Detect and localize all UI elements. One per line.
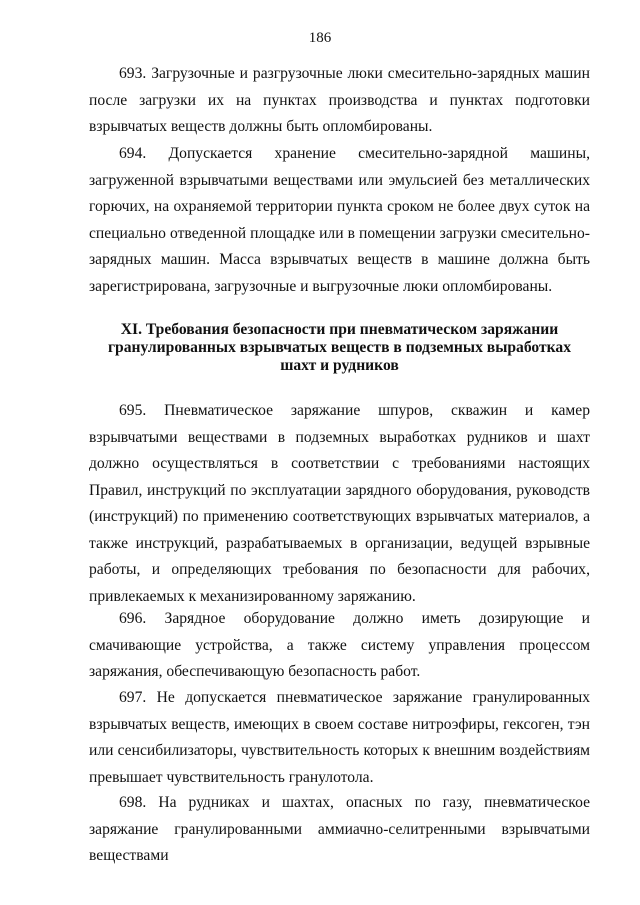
paragraph-695: 695. Пневматическое заряжание шпуров, скважин и камер взрывчатыми веществами в подземных выработках рудников и шахт должно осуществляться в соответствии с требованиями настоящих Правил, инструкций по эксплуатации зарядного оборудования, руководств (инструкций) по применению соответствующих взрывчатых материалов, а также инструкций, разрабатываемых в организации, ведущей взрывные работы, и определяющих требования по безопасности для рабочих, привлекаемых к механизированному заряжанию. [89,402,590,605]
paragraph-693: 693. Загрузочные и разгрузочные люки смесительно-зарядных машин после загрузки их на пунктах производства и пунктах подготовки взрывчатых веществ должны быть опломбированы. [89,65,590,135]
paragraph-696: 696. Зарядное оборудование должно иметь дозирующие и смачивающие устройства, а также систему управления процессом заряжания, обеспечивающую безопасность работ. [89,610,590,680]
paragraph-697: 697. Не допускается пневматическое заряжание гранулированных взрывчатых веществ, имеющих в своем составе нитроэфиры, гексоген, тэн или сенсибилизаторы, чувствительность которых к внешним воздействиям превышает чувствительность гранулотола. [89,689,590,786]
paragraph-698: 698. На рудниках и шахтах, опасных по газу, пневматическое заряжание гранулированными аммиачно-селитренными взрывчатыми веществами [89,794,590,864]
section-heading-line: гранулированных взрывчатых веществ в подземных выработках [107,339,572,356]
page-number: 186 [308,30,332,46]
section-heading [89,321,590,375]
section-heading-line: XI. Требования безопасности при пневматическом заряжании [120,321,559,338]
section-heading-line: шахт и рудников [280,357,399,374]
paragraph-694: 694. Допускается хранение смесительно-зарядной машины, загруженной взрывчатыми веществами или эмульсией без металлических горючих, на охраняемой территории пункта сроком не более двух суток на специально отведенной площадке или в помещении загрузки смесительно-зарядных машин. Масса взрывчатых веществ в машине должна быть зарегистрирована, загрузочные и выгрузочные люки опломбированы. [89,145,590,295]
